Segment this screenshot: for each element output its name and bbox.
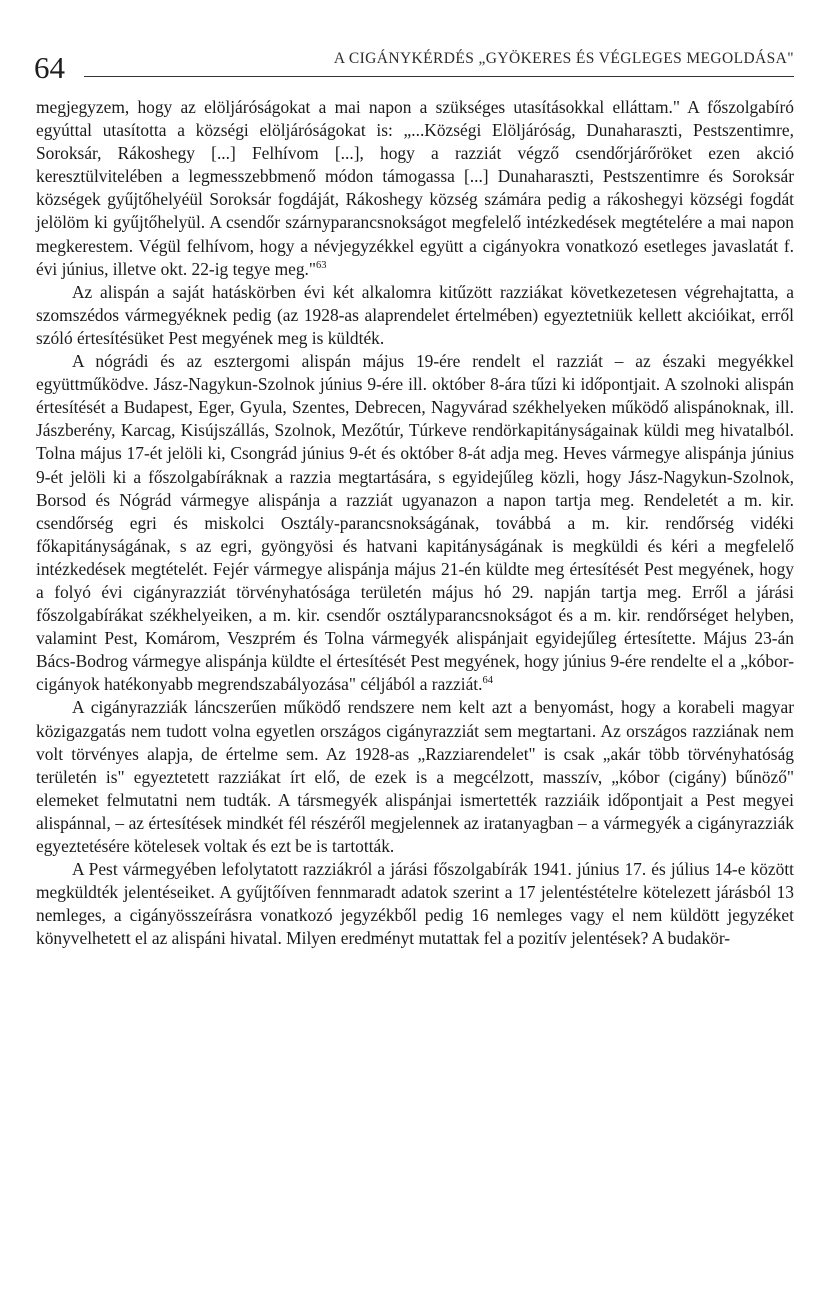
footnote-ref-63: 63 — [315, 259, 327, 271]
page-number: 64 — [34, 50, 65, 85]
paragraph-1-text: megjegyzem, hogy az elöljáróságokat a mai napon a szükséges utasításokkal elláttam." A főszolgabíró egyúttal utasította a községi elöljáróságokat is: „...Községi Elöljáróság, Dunaharaszti, Pestszentimre, Soroksár, Rákoshegy [...] Felhívom [...], hogy a razziát végző csendőrjárőröket ezen akció keresztülvitelében a legmesszebbmenő módon támogassa [...] Dunaharaszti, Pestszentimre és Soroksár községek gyűjtőhelyéül Soroksár fogdáját, Rákoshegy község számára pedig a rákoshegyi községi fogdát jelölöm ki gyűjtőhelyül. A csendőr szárnyparancsnokságot megfelelő intézkedések megtételére a mai napon megkerestem. Végül felhívom, hogy a névjegyzékkel együtt a cigányokra vonatkozó esetleges javaslatát f. évi június, illetve okt. 22-ig tegye meg." — [36, 97, 794, 279]
paragraph-5: A Pest vármegyében lefolytatott razziákról a járási főszolgabírák 1941. június 17. és július 14-e között megküldték jelentéseiket. A gyűjtőíven fennmaradt adatok szerint a 17 jelentéstételre kötelezett járásból 13 nemleges, a cigányösszeírásra vonatkozó jegyzékből pedig 16 nemleges vagy el nem küldött jegyzéket könyvelhetett el az alispáni hivatal. Milyen eredményt mutattak fel a pozitív jelentések? A budakör- — [36, 859, 794, 949]
footnote-ref-64: 64 — [482, 675, 493, 687]
paragraph-3-text: A nógrádi és az esztergomi alispán május 19-ére rendelt el razziát – az északi megyékkel együttműködve. Jász-Nagykun-Szolnok június 9-ére ill. október 8-ára tűzi ki időpontjait. A szolnoki alispán értesítését a Budapest, Eger, Gyula, Szentes, Debrecen, Nagyvárad székhelyeken működő alispánoknak, ill. Jászberény, Karcag, Kisújszállás, Szolnok, Mezőtúr, Túrkeve rendörkapitányságainak küldi meg hivatalból. Tolna május 17-ét jelöli ki, Csongrád június 9-ét és október 8-át adja meg. Heves vármegye alispánja június 9-ét jelöli ki a főszolgabíráknak a razzia megtartására, s egyidejűleg közli, hogy Jász-Nagykun-Szolnok, Borsod és Nógrád vármegye alispánja a razziát ugyanazon a napon tartja meg. Rendeletét a m. kir. csendőrség egri és miskolci Osztály-parancsnokságának, továbbá a m. kir. rendőrség vidéki főkapitányságának, s az egri, gyöngyösi és hatvani kapitányságának is megküldi és kéri a megfelelő intézkedések megtételét. Fejér vármegye alispánja május 21-én küldte meg értesítését Pest megyének, hogy a folyó évi cigányrazziát törvényhatósága területén május hó 29. napján tartja meg. Erről a járási főszolgabírákat székhelyeiken, a m. kir. csendőr osztályparancsnokságot és a m. kir. rendőrséget helyben, valamint Pest, Komárom, Veszprém és Tolna vármegyék alispánjait egyidejűleg értesítette. Május 23-án Bács-Bodrog vármegye alispánja küldte el értesítését Pest megyének, hogy június 9-ére rendelte el a „kóbor-cigányok hatékonyabb megrendszabályozása" céljából a razziát. — [36, 351, 794, 695]
paragraph-2: Az alispán a saját hatáskörben évi két alkalomra kitűzött razziákat következetesen végrehajtatta, a szomszédos vármegyéknek pedig (az 1928-as alaprendelet értelmében) egyeztetniük kellett akcióikat, erről szóló értesítésüket Pest megyének meg is küldték. — [36, 281, 794, 348]
header-rule — [84, 76, 794, 77]
paragraph-4: A cigányrazziák láncszerűen működő rendszere nem kelt azt a benyomást, hogy a korabeli magyar közigazgatás nem tudott volna egyetlen országos cigányrazziát sem megtartani. Az országos razziának nem volt törvényes alapja, de értelme sem. Az 1928-as „Razziarendelet" is csak „akár több törvényhatóság területén is" egyeztetett razziákat írt elő, de ezek is a megcélzott, masszív, „kóbor (cigány) bűnöző" elemeket felmutatni nem tudták. A társmegyék alispánjai ismertették razziáik időpontjait a Pest megyei alispánnal, – az értesítések mindkét fél részéről megjelennek az iratanyagban – a vármegyék a cigányrazziák egyeztetésére kötelesek voltak és ezt be is tartották. — [36, 697, 794, 856]
paragraph-3 — [36, 350, 794, 696]
page-header — [34, 44, 794, 88]
paragraph-1 — [36, 96, 794, 281]
body-text — [36, 96, 794, 950]
running-title: A CIGÁNYKÉRDÉS „GYÖKERES ÉS VÉGLEGES MEGOLDÁSA" — [333, 50, 794, 67]
